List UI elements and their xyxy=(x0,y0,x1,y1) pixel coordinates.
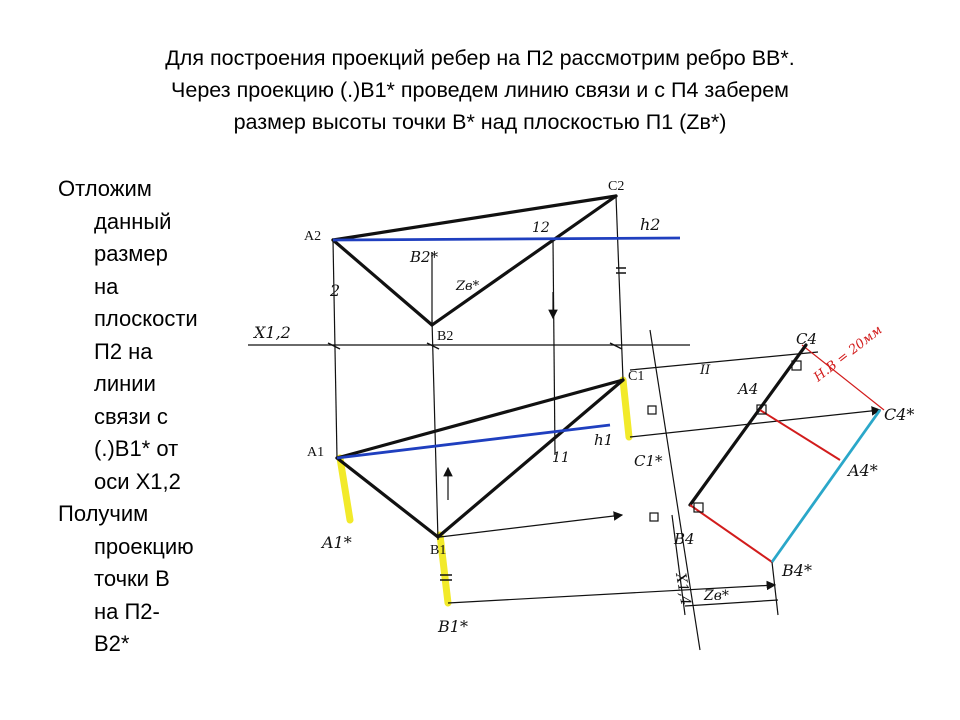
paragraph-1-line-1: данный xyxy=(94,208,172,234)
edge-c2b2 xyxy=(432,196,616,325)
dimension-zb xyxy=(685,600,778,606)
label-a4: A4 xyxy=(738,380,759,398)
edge-a4-a4star xyxy=(760,410,840,460)
title-line-2: Через проекцию (.)В1* проведем линию связи и с П4 заберем xyxy=(171,78,789,102)
label-zb-bottom: Zв* xyxy=(704,588,729,604)
edge-a1b1 xyxy=(337,458,438,537)
label-a2: A2 xyxy=(304,229,322,244)
paragraph-2-line-0: Получим xyxy=(58,501,149,526)
link-line-1 xyxy=(553,240,555,455)
horizontal-h2 xyxy=(333,238,680,240)
tick-a-axis xyxy=(328,343,340,349)
paragraph-1-line-0: Отложим xyxy=(58,176,152,201)
paragraph-1-line-9: оси Х1,2 xyxy=(94,468,181,494)
paragraph-1-line-7: связи с xyxy=(94,403,168,429)
transfer-line-b1 xyxy=(440,515,622,537)
label-b1star: B1* xyxy=(438,617,468,636)
label-b2: B2 xyxy=(437,329,454,344)
edge-a2c2 xyxy=(333,196,616,240)
tick-marks xyxy=(328,268,626,580)
label-h2: h2 xyxy=(640,215,661,234)
label-1-2: 12 xyxy=(532,220,550,236)
edge-b4-b4star xyxy=(690,505,772,562)
label-c1: C1 xyxy=(628,369,645,384)
paragraph-1-line-8: (.)В1* от xyxy=(94,436,179,461)
edge-c4star-b4star xyxy=(772,410,880,562)
paragraph-1-line-5: П2 на xyxy=(94,338,153,364)
title-line-1: Для построения проекций ребер на П2 рассмотрим ребро ВВ*. xyxy=(165,46,795,70)
link-line-a xyxy=(333,240,337,458)
paragraph-1-line-4: плоскости xyxy=(94,306,198,331)
label-zb-vertical: Zв* xyxy=(456,279,480,294)
true-size-view xyxy=(690,410,880,562)
right-angle-c1 xyxy=(648,406,656,414)
label-h1: h1 xyxy=(594,431,614,449)
label-roman-ii: II xyxy=(700,363,711,378)
label-c4: C4 xyxy=(796,330,818,348)
label-b1: B1 xyxy=(430,543,447,558)
title-line-3: размер высоты точки В* над плоскостью П1 (Zв*) xyxy=(233,110,727,134)
label-b4star: B4* xyxy=(782,561,812,580)
label-c1star: C1* xyxy=(634,452,663,470)
paragraph-1-line-2: размер xyxy=(94,241,168,266)
label-a1: A1 xyxy=(307,445,325,460)
paragraph-2-line-4: В2* xyxy=(94,631,130,656)
label-c4star: C4* xyxy=(884,405,915,424)
projection-edges xyxy=(333,196,806,537)
paragraph-2-line-1: проекцию xyxy=(94,533,194,559)
edge-c1b1 xyxy=(438,380,623,537)
label-a1star: A1* xyxy=(322,533,352,552)
label-b4: B4 xyxy=(674,530,695,548)
tick-c-axis xyxy=(610,343,622,349)
label-2: 2 xyxy=(330,281,341,300)
construction-lines xyxy=(248,196,884,650)
paragraph-2-line-2: точки В xyxy=(94,566,170,591)
paragraph-1-line-6: линии xyxy=(94,371,156,396)
paragraph-1-line-3: на xyxy=(94,273,119,299)
edge-a1c1 xyxy=(337,380,623,458)
label-1-1: 11 xyxy=(552,450,570,466)
link-line-c xyxy=(616,196,623,380)
yellow-c1-mark xyxy=(623,380,629,437)
label-b2star: B2* xyxy=(410,248,439,266)
label-c2: C2 xyxy=(608,179,625,194)
label-x12: X1,2 xyxy=(254,323,291,342)
right-angle-b1 xyxy=(650,513,658,521)
label-x14: X1,4 xyxy=(672,571,694,607)
dim-ext-right xyxy=(772,562,778,615)
paragraph-2-line-3: на П2- xyxy=(94,598,160,624)
point-labels xyxy=(252,179,914,636)
label-a4star: A4* xyxy=(848,461,878,480)
label-true-size: Н.В = 20мм xyxy=(811,322,886,386)
